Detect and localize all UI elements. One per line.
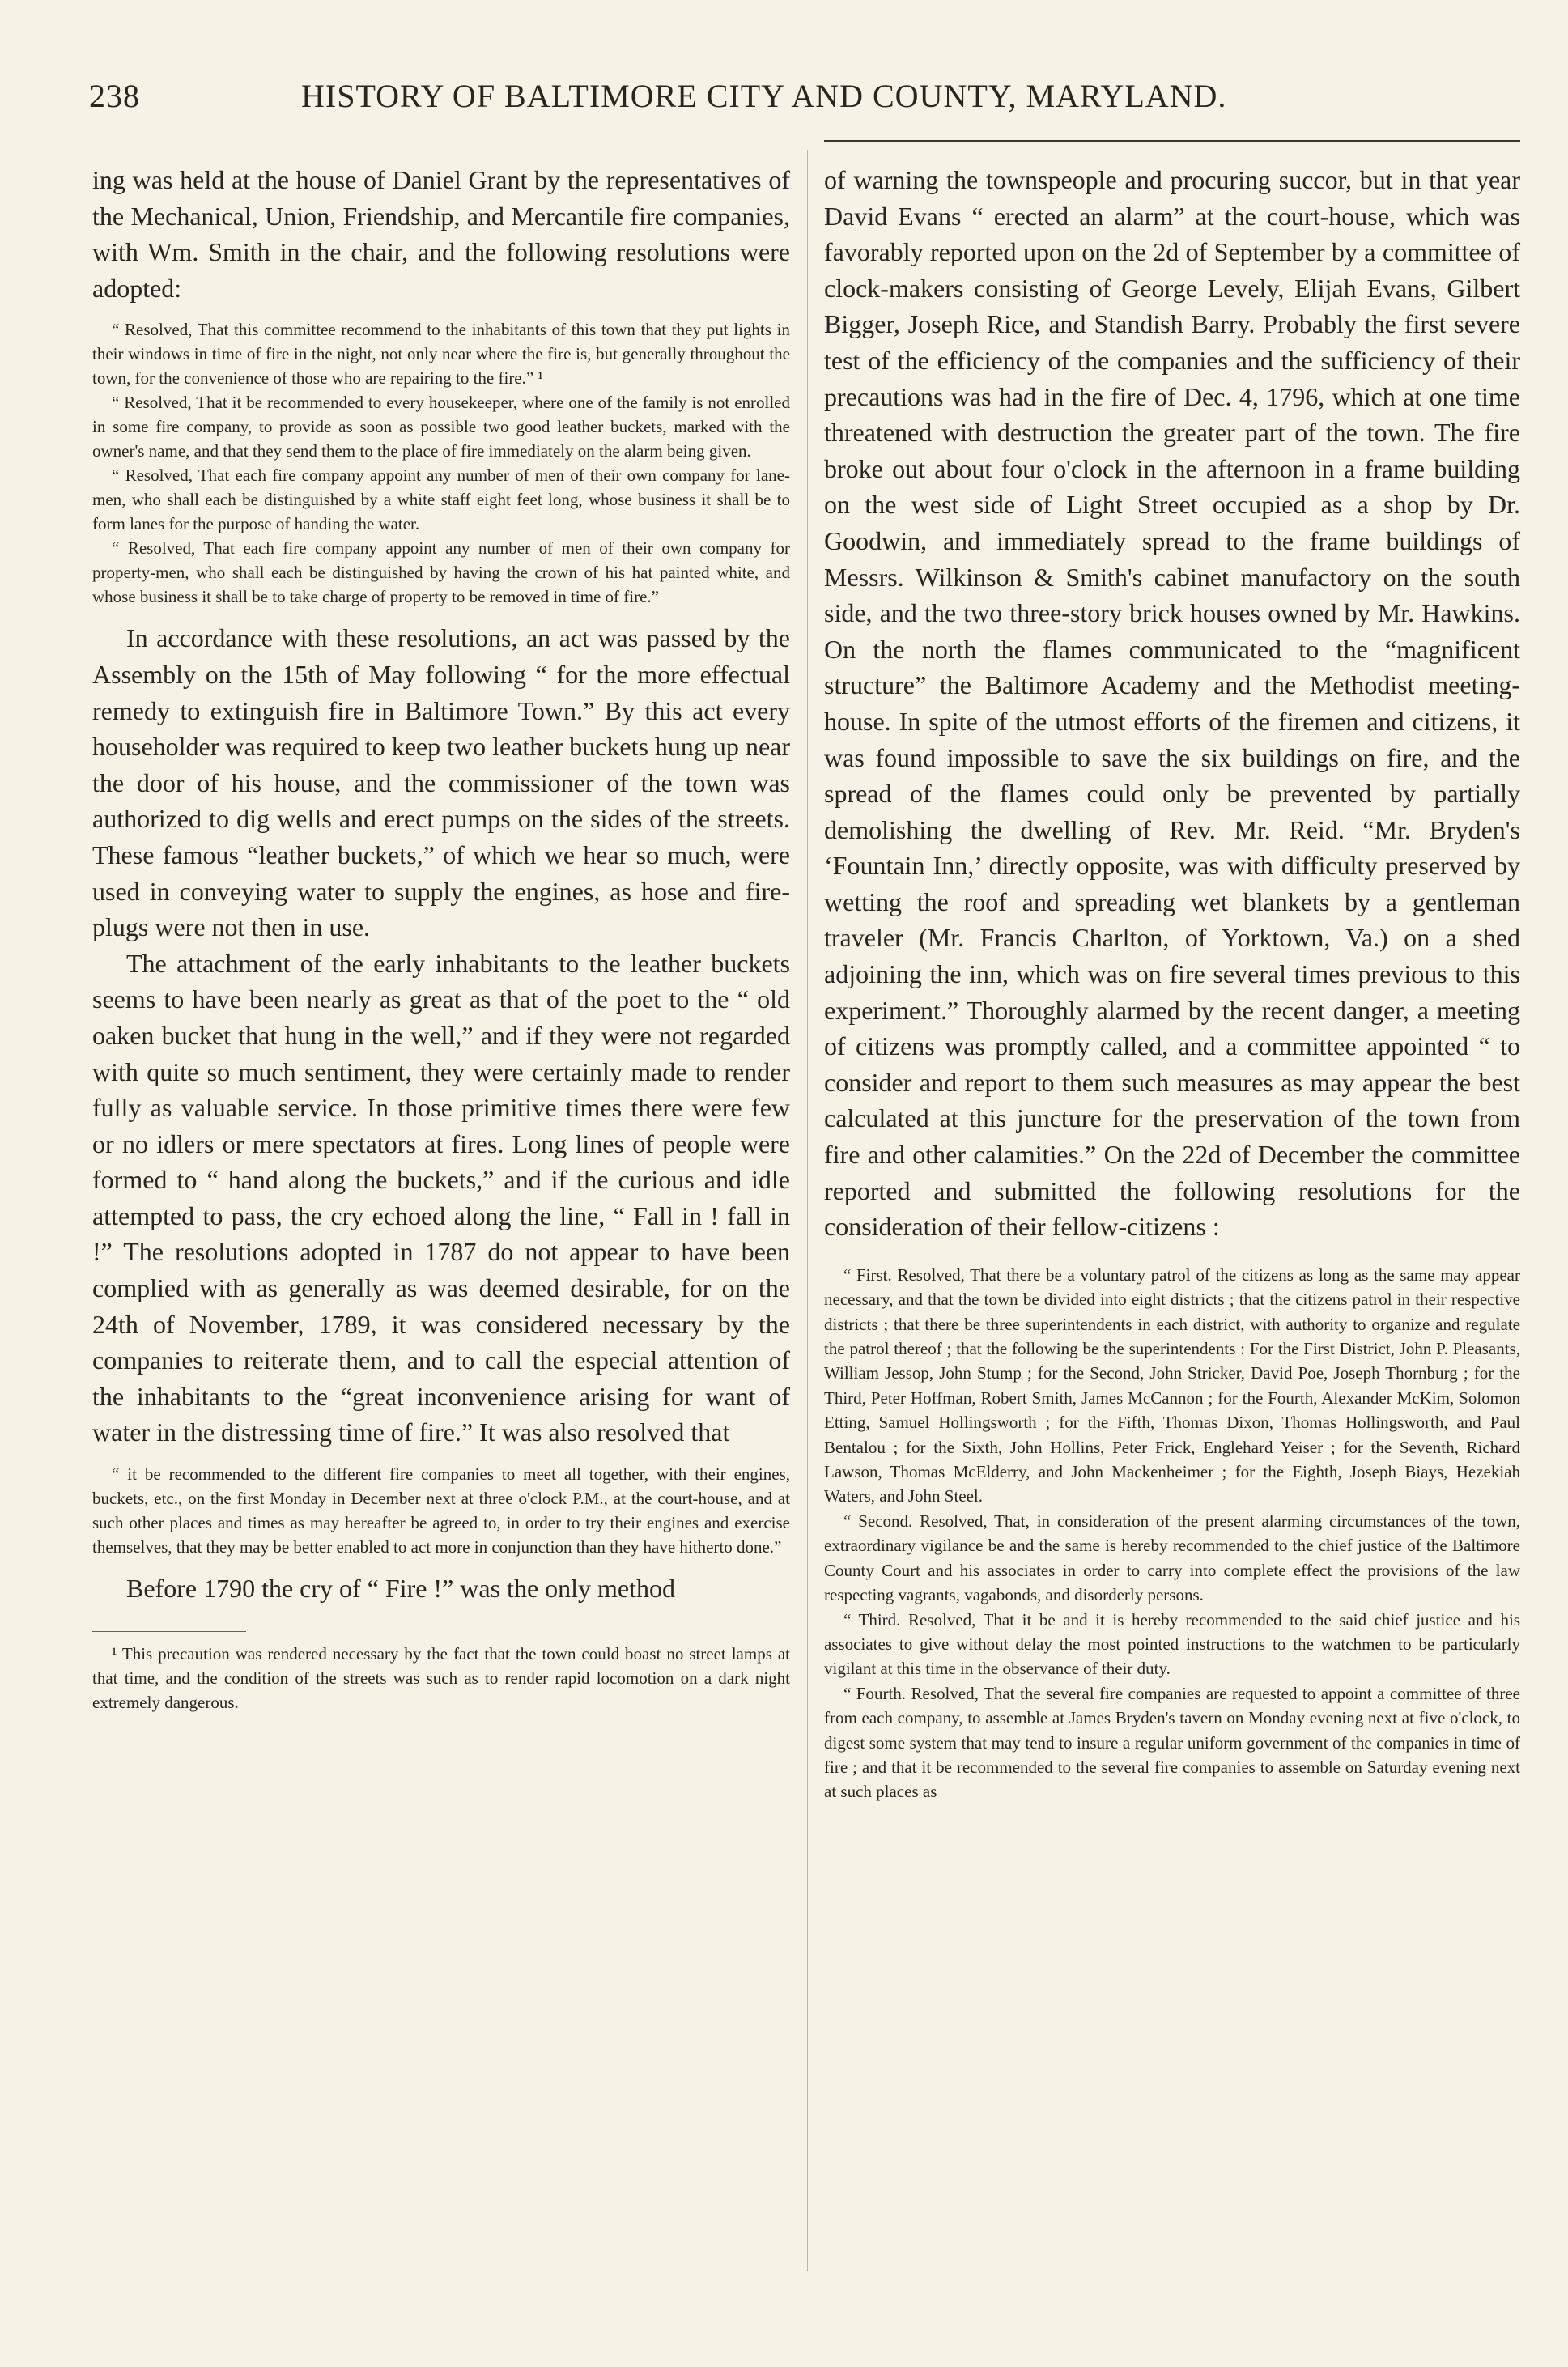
resolution: “ Resolved, That each fire company appoint any number of men of their own company for property-men, who shall each be distinguished by having the crown of his hat painted white, and whose business it shall be to take charge of property to be removed in time of fire.” xyxy=(92,538,790,607)
resolution: “ Second. Resolved, That, in consideration of the present alarming circumstances of the town, extraordinary vigilance be and the same is hereby recommended to the chief justice of the Baltimore County Court and his associates in order to carry into complete effect the provisions of the law respecting vagrants, vagabonds, and disorderly persons. xyxy=(824,1511,1520,1605)
resolutions-quote xyxy=(824,1263,1520,1804)
page-title: HISTORY OF BALTIMORE CITY AND COUNTY, MARYLAND. xyxy=(301,78,1227,114)
page-number: 238 xyxy=(89,78,140,114)
footnote: ¹ This precaution was rendered necessary by the fact that the town could boast no street lamps at that time, and the condition of the streets was such as to render rapid locomotion on a dark night extremely dangerous. xyxy=(92,1643,790,1712)
resolution: “ it be recommended to the different fire companies to meet all together, with their engines, buckets, etc., on the first Monday in December next at three o'clock P.M., at the court-house, and at such other places and times as may hereafter be agreed to, in order to try their engines and exercise themselves, that they may be better enabled to act more in conjunction than they have hitherto done.” xyxy=(92,1464,790,1557)
paragraph: In accordance with these resolutions, an act was passed by the Assembly on the 15th of May following “ for the more effectual remedy to extinguish fire in Baltimore Town.” By this act every householder was required to keep two leather buckets hung up near the door of his house, and the commissioner of the town was authorized to dig wells and erect pumps on the sides of the streets. These famous “leather buckets,” of which we hear so much, were used in conveying water to supply the engines, as hose and fire-plugs were not then in use. xyxy=(92,623,790,942)
resolution: “ First. Resolved, That there be a voluntary patrol of the citizens as long as the same may appear necessary, and that the town be divided into eight districts ; that the citizens patrol in their respective districts ; that there be three superintendents in each district, with authority to organize and regulate the patrol thereof ; that the following be the superintendents : For the First District, John P. Pleasants, William Jessop, John Stump ; for the Second, John Stricker, David Poe, Joseph Thornburg ; for the Third, Peter Hoffman, Robert Smith, James McCannon ; for the Fourth, Alexander McKim, Solomon Etting, Samuel Hollingsworth ; for the Fifth, Thomas Dixon, Thomas Hollingsworth, and Paul Bentalou ; for the Sixth, John Hollins, Peter Frick, Englehard Yeiser ; for the Seventh, Richard Lawson, Thomas McElderry, and John Mackenheimer ; for the Eighth, Joseph Biays, Hezekiah Waters, and John Steel. xyxy=(824,1264,1520,1506)
paragraph: Before 1790 the cry of “ Fire !” was the only method xyxy=(126,1574,676,1604)
resolution: “ Fourth. Resolved, That the several fire companies are requested to appoint a committee of three from each company, to assemble at James Bryden's tavern on Monday evening next at five o'clock, to digest some system that may tend to insure a regular uniform government of the companies in time of fire ; and that it be recommended to the several fire companies to assemble on Saturday evening next at such places as xyxy=(824,1683,1520,1802)
resolution: “ Third. Resolved, That it be and it is hereby recommended to the said chief justice and his associates to give without delay the most pointed instructions to the watchmen to be particularly vigilant at this time in the observance of their duty. xyxy=(824,1609,1520,1679)
right-column xyxy=(824,162,1520,1804)
resolution: “ Resolved, That it be recommended to every housekeeper, where one of the family is not enrolled in some fire company, to provide as soon as possible two good leather buckets, marked with the owner's name, and that they send them to the place of fire immediately on the alarm being given. xyxy=(92,393,790,461)
left-column xyxy=(92,162,790,1715)
resolution: “ Resolved, That this committee recommend to the inhabitants of this town that they put lights in their windows in time of fire in the night, not only near where the fire is, but generally throughout the town, for the convenience of those who are repairing to the fire.” ¹ xyxy=(92,320,790,389)
paragraph: of warning the townspeople and procuring succor, but in that year David Evans “ erected an alarm” at the court-house, which was favorably reported upon on the 2d of September by a committee of clock-makers consisting of George Levely, Elijah Evans, Gilbert Bigger, Joseph Rice, and Standish Barry. Probably the first severe test of the efficiency of the companies and the sufficiency of their precautions was had in the fire of Dec. 4, 1796, which at one time threatened with destruction the greater part of the town. The fire broke out about four o'clock in the afternoon in a frame building on the west side of Light Street occupied as a shop by Dr. Goodwin, and immediately spread to the frame buildings of Messrs. Wilkinson & Smith's cabinet manufactory on the south side, and the two three-story brick houses owned by Mr. Hawkins. On the north the flames communicated to the “magnificent structure” the Baltimore Academy and the Methodist meeting-house. In spite of the utmost efforts of the firemen and citizens, it was found impossible to save the six buildings on fire, and the spread of the flames could only be prevented by partially demolishing the dwelling of Rev. Mr. Reid. “Mr. Bryden's ‘Fountain Inn,’ directly opposite, was with difficulty preserved by wetting the roof and spreading wet blankets by a gentleman traveler (Mr. Francis Charlton, of Yorktown, Va.) on a shed adjoining the inn, which was on fire several times previous to this experiment.” Thoroughly alarmed by the recent danger, a meeting of citizens was promptly called, and a committee appointed “ to consider and report to them such measures as may appear the best calculated at this juncture for the preservation of the town from fire and other calamities.” On the 22d of December the committee reported and submitted the following resolutions for the consideration of their fellow-citizens : xyxy=(824,165,1520,1242)
resolution-quote xyxy=(92,1462,790,1559)
resolution: “ Resolved, That each fire company appoint any number of men of their own company for lane-men, who shall each be distinguished by a white staff eight feet long, whose business it shall be to form lanes for the purpose of handing the water. xyxy=(92,465,790,534)
resolutions-quote xyxy=(92,317,790,609)
column-divider xyxy=(807,150,808,2271)
paragraph: The attachment of the early inhabitants to the leather buckets seems to have been nearly as great as that of the poet to the “ old oaken bucket that hung in the well,” and if they were not regarded with quite so much sentiment, they were certainly made to render fully as valuable service. In those primitive times there were few or no idlers or mere spectators at fires. Long lines of people were formed to “ hand along the buckets,” and if the curious and idle attempted to pass, the cry echoed along the line, “ Fall in ! fall in !” The resolutions adopted in 1787 do not appear to have been complied with as generally as was deemed desirable, for on the 24th of November, 1789, it was considered necessary by the companies to reiterate them, and to call the especial attention of the inhabitants to the “great inconvenience arising for want of water in the distressing time of fire.” It was also resolved that xyxy=(92,948,790,1447)
footnote-rule xyxy=(92,1631,246,1632)
header-rule xyxy=(824,140,1520,142)
paragraph: ing was held at the house of Daniel Grant by the representatives of the Mechanical, Union, Friendship, and Mercantile fire companies, with Wm. Smith in the chair, and the following resolutions were adopted: xyxy=(92,165,790,303)
